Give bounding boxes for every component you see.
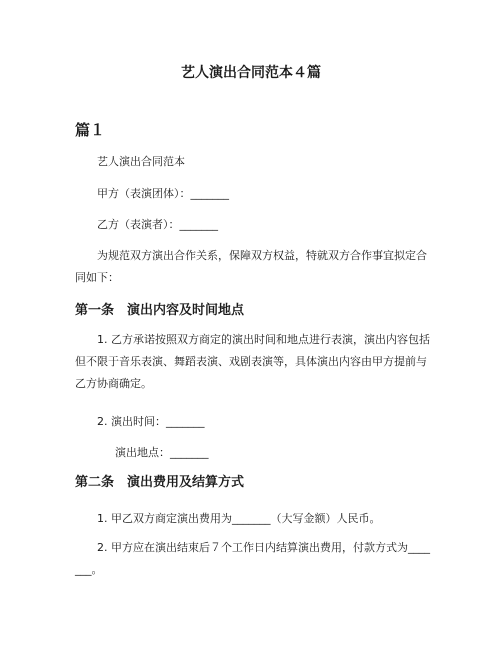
intro-paragraph: 为规范双方演出合作关系，保障双方权益，特就双方合作事宜拟定合同如下： (75, 249, 427, 284)
clause1-heading: 第一条 演出内容及时间地点 (75, 303, 245, 318)
clause2-heading: 第二条 演出费用及结算方式 (75, 475, 245, 490)
clause1-item2-time: 2. 演出时间：_______ (97, 415, 205, 428)
clause1-item1: 1. 乙方承诺按照双方商定的演出时间和地点进行表演，演出内容包括但不限于音乐表演、舞蹈表演、戏剧表演等，具体演出内容由甲方提前与乙方协商确定。 (75, 333, 430, 390)
party-a-line: 甲方（表演团体）：_______ (97, 187, 229, 200)
contract-name-line: 艺人演出合同范本 (97, 155, 185, 168)
section-title: 篇１ (75, 121, 106, 139)
clause1-item2-place: 演出地点：_______ (115, 446, 209, 459)
document-title: 艺人演出合同范本４篇 (181, 65, 321, 81)
clause2-item2: 2. 甲方应在演出结束后７个工作日内结算演出费用，付款方式为_______。 (75, 541, 430, 576)
party-b-line: 乙方（表演者）：_______ (97, 218, 218, 231)
clause2-item1: 1. 甲乙双方商定演出费用为_______（大写金额）人民币。 (97, 512, 381, 525)
